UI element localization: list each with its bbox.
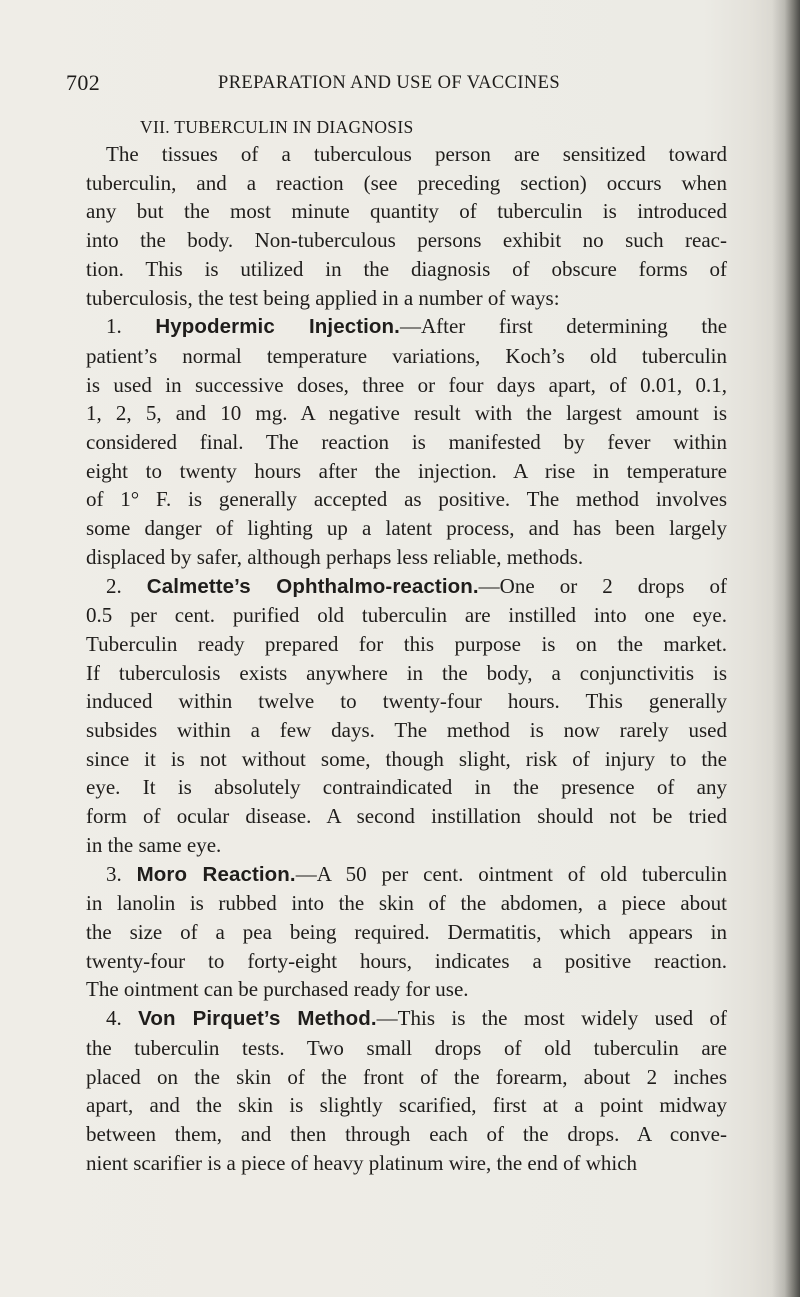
section-title: VII. TUBERCULIN IN DIAGNOSIS — [140, 117, 414, 137]
text-line: tion. This is utilized in the diagnosis of obscure forms of — [86, 256, 727, 281]
text-line: some danger of lighting up a latent process, and has been largely — [86, 516, 727, 541]
text-line: eight to twenty hours after the injection. A rise in temperature — [86, 458, 727, 483]
text-line: any but the most minute quantity of tuberculin is introduced — [86, 199, 727, 224]
paragraph-von-pirquet-method — [66, 1004, 727, 1177]
text-line: patient’s normal temperature variations, Koch’s old tuberculin — [86, 343, 727, 368]
text-line: subsides within a few days. The method is now rarely used — [86, 718, 727, 743]
item-number: 1. — [106, 314, 122, 339]
text-line: considered final. The reaction is manifested by fever within — [86, 430, 727, 455]
method-heading: Hypodermic Injection. — [155, 315, 400, 339]
text-line: displaced by safer, although perhaps less reliable, methods. — [86, 544, 584, 569]
running-head — [0, 70, 800, 100]
text-line: form of ocular disease. A second instillation should not be tried — [86, 804, 727, 829]
text-line: since it is not without some, though slight, risk of injury to the — [86, 746, 727, 771]
text-line: tuberculosis, the test being applied in a number of ways: — [86, 285, 560, 310]
method-heading: Von Pirquet’s Method. — [138, 1007, 377, 1031]
text-run: —A 50 per cent. ointment of old tuberculin — [295, 861, 728, 886]
page-number: 702 — [66, 70, 101, 95]
text-run: —This is the most widely used of — [376, 1006, 728, 1031]
text-line — [66, 312, 727, 342]
method-heading: Calmette’s Ophthalmo-reaction. — [146, 574, 479, 598]
item-number: 4. — [106, 1006, 122, 1031]
text-line: the size of a pea being required. Dermatitis, which appears in — [86, 919, 727, 944]
text-line: 0.5 per cent. purified old tuberculin are instilled into one eye. — [86, 603, 727, 628]
page-edge-shadow — [772, 0, 800, 1297]
text-line: The tissues of a tuberculous person are sensitized toward — [106, 142, 727, 166]
text-line: nient scarifier is a piece of heavy platinum wire, the end of which — [86, 1150, 638, 1175]
text-line: is used in successive doses, three or four days apart, of 0.01, 0.1, — [86, 372, 727, 397]
paragraph-moro-reaction — [66, 860, 727, 1005]
paragraph-intro — [66, 140, 727, 312]
text-run: —After first determining the — [399, 314, 728, 339]
text-line — [66, 860, 727, 890]
paragraph-ophthalmo-reaction — [66, 572, 727, 860]
text-line: The ointment can be purchased ready for use. — [86, 977, 469, 1002]
text-line: 1, 2, 5, and 10 mg. A negative result with the largest amount is — [86, 401, 727, 426]
text-line: twenty-four to forty-eight hours, indicates a positive reaction. — [86, 948, 727, 973]
text-line: into the body. Non-tuberculous persons exhibit no such reac- — [86, 228, 727, 253]
text-line: placed on the skin of the front of the forearm, about 2 inches — [86, 1064, 727, 1089]
text-line: eye. It is absolutely contraindicated in the presence of any — [86, 775, 727, 800]
text-line — [66, 572, 727, 602]
method-heading: Moro Reaction. — [136, 862, 296, 886]
text-line: in lanolin is rubbed into the skin of the abdomen, a piece about — [86, 891, 727, 916]
text-line: induced within twelve to twenty-four hours. This generally — [86, 689, 727, 714]
body-text — [66, 140, 727, 1177]
text-line: apart, and the skin is slightly scarified, first at a point midway — [86, 1093, 727, 1118]
text-line: Tuberculin ready prepared for this purpose is on the market. — [86, 631, 727, 656]
text-line — [66, 1004, 727, 1034]
text-line: If tuberculosis exists anywhere in the body, a conjunctivitis is — [86, 660, 727, 685]
text-run: —One or 2 drops of — [478, 573, 727, 598]
text-line: in the same eye. — [86, 832, 222, 857]
text-line: tuberculin, and a reaction (see preceding section) occurs when — [86, 170, 727, 195]
item-number: 2. — [106, 573, 122, 598]
paragraph-hypodermic-injection — [66, 312, 727, 571]
text-line: of 1° F. is generally accepted as positive. The method involves — [86, 487, 727, 512]
text-line: the tuberculin tests. Two small drops of old tuberculin are — [86, 1035, 727, 1060]
item-number: 3. — [106, 861, 122, 886]
text-line: between them, and then through each of the drops. A conve- — [86, 1121, 727, 1146]
running-head-title: PREPARATION AND USE OF VACCINES — [218, 73, 561, 93]
